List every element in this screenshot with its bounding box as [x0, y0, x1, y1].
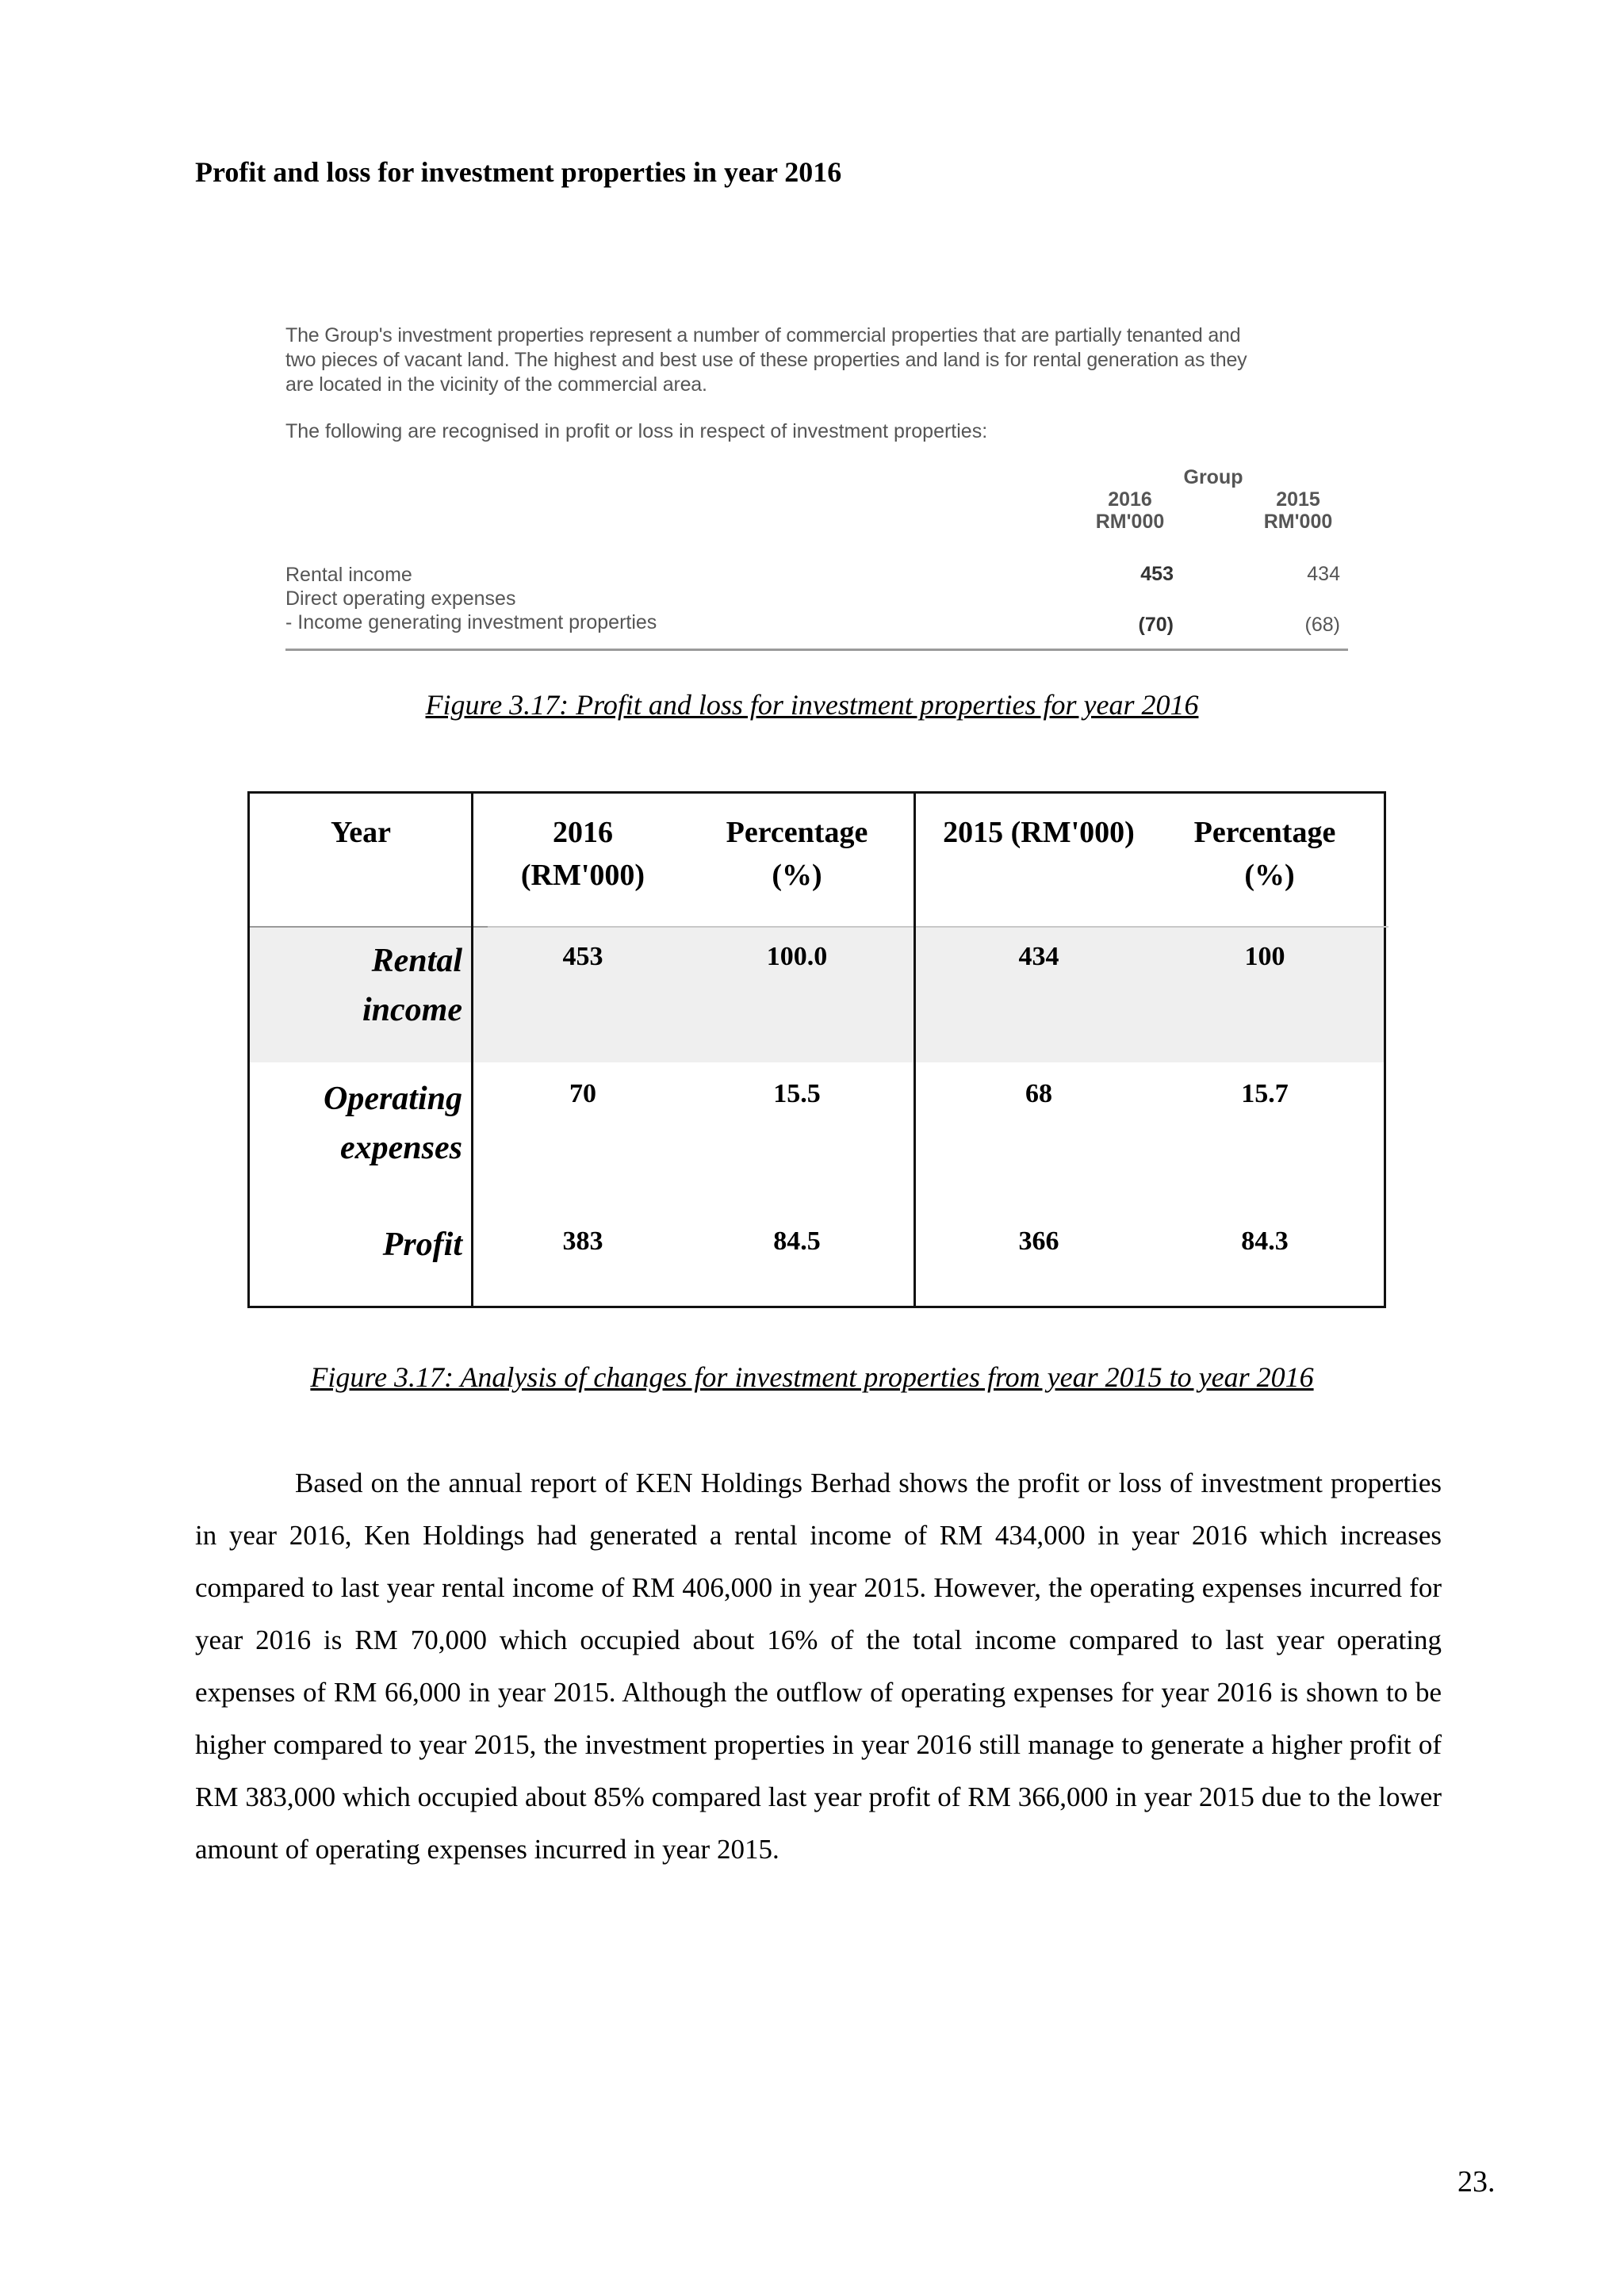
body-paragraph: [195, 1457, 1442, 1876]
excerpt-col-unit-2016: RM'000: [1095, 511, 1165, 533]
cell-value: 100.0: [766, 942, 828, 971]
excerpt-line: are located in the vicinity of the commercial area.: [285, 373, 707, 396]
row-label-line: Rental: [371, 943, 462, 979]
cell-value: 383: [562, 1226, 603, 1256]
cell-value: 84.3: [1241, 1226, 1289, 1256]
row-label-line: expenses: [340, 1130, 462, 1166]
body-paragraph-text: Based on the annual report of KEN Holdings Berhad shows the profit or loss of investment properties in year 2016, Ken Holdings had generated a rental income of RM 434,000 in year 2016 which increases compared to last year rental income of RM 406,000 in year 2015. However, the operating expenses incurred for year 2016 is RM 70,000 which occupied about 16% of the total income compared to last year operating expenses of RM 66,000 in year 2015. Although the outflow of operating expenses for year 2016 is shown to be higher compared to year 2015, the investment properties in year 2016 still manage to generate a higher profit of RM 383,000 which occupied about 85% compared last year profit of RM 366,000 in year 2015 due to the lower amount of operating expenses incurred in year 2015.: [195, 1468, 1442, 1865]
excerpt-value-2016: 453: [1140, 563, 1174, 585]
cell-value: 15.5: [773, 1079, 821, 1108]
excerpt-lead-text: The following are recognised in profit or loss in respect of investment properties:: [285, 420, 988, 442]
cell-value: 15.7: [1241, 1079, 1289, 1108]
excerpt-paragraph: [285, 323, 1348, 397]
header-2016-line1: 2016: [553, 816, 613, 849]
header-2015: 2015 (RM'000): [943, 816, 1135, 849]
table-column-divider: [914, 794, 916, 1306]
analysis-table: [247, 791, 1386, 1308]
excerpt-col-year-2015: 2015: [1276, 488, 1320, 511]
cell-value: 68: [1025, 1079, 1052, 1108]
excerpt-value-2015: 434: [1307, 563, 1340, 585]
excerpt-line: two pieces of vacant land. The highest and best use of these properties and land is for rental generation as they: [285, 349, 1247, 371]
table-divider: [488, 926, 1388, 928]
excerpt-row-label: Direct operating expenses: [285, 587, 516, 610]
page-number: 23.: [1457, 2165, 1496, 2198]
header-percentage-2016: [694, 811, 900, 897]
row-label-profit: Profit: [382, 1226, 462, 1263]
figure-caption-1: Figure 3.17: Profit and loss for investment properties for year 2016: [425, 689, 1199, 721]
cell-value: 84.5: [773, 1226, 821, 1256]
excerpt-group-label: Group: [1183, 466, 1243, 488]
cell-value: 366: [1018, 1226, 1059, 1256]
header-year: Year: [331, 816, 391, 849]
row-label-line: Operating: [323, 1081, 462, 1117]
header-percentage-line2: (%): [772, 859, 822, 892]
excerpt-value-2015: (68): [1304, 614, 1340, 636]
figure-caption-2: Figure 3.17: Analysis of changes for investment properties from year 2015 to year 2016: [310, 1361, 1314, 1393]
annual-report-excerpt-image: [285, 323, 1348, 655]
header-percentage-line1: Percentage: [1193, 816, 1336, 849]
cell-value: 434: [1018, 942, 1059, 971]
excerpt-bottom-rule: [285, 649, 1348, 651]
header-percentage-2015: [1162, 811, 1368, 897]
row-label-rental-income: [250, 936, 462, 1035]
cell-value: 70: [569, 1079, 596, 1108]
cell-value: 453: [562, 942, 603, 971]
excerpt-col-unit-2015: RM'000: [1263, 511, 1333, 533]
row-label-line: income: [362, 992, 462, 1028]
header-2016: [488, 811, 678, 897]
excerpt-value-2016: (70): [1138, 614, 1174, 636]
header-percentage-line1: Percentage: [726, 816, 868, 849]
table-divider: [250, 926, 488, 928]
header-2016-line2: (RM'000): [520, 859, 645, 892]
excerpt-row-label: - Income generating investment properties: [285, 611, 657, 633]
excerpt-row-label: Rental income: [285, 564, 412, 586]
header-percentage-line2: (%): [1244, 859, 1295, 892]
excerpt-line: The Group's investment properties represent a number of commercial properties that are partially tenanted and: [285, 324, 1241, 346]
excerpt-col-year-2016: 2016: [1108, 488, 1152, 511]
row-label-operating-expenses: [250, 1074, 462, 1173]
table-column-divider: [471, 794, 473, 1306]
section-title: Profit and loss for investment properties in year 2016: [195, 156, 842, 188]
cell-value: 100: [1244, 942, 1285, 971]
